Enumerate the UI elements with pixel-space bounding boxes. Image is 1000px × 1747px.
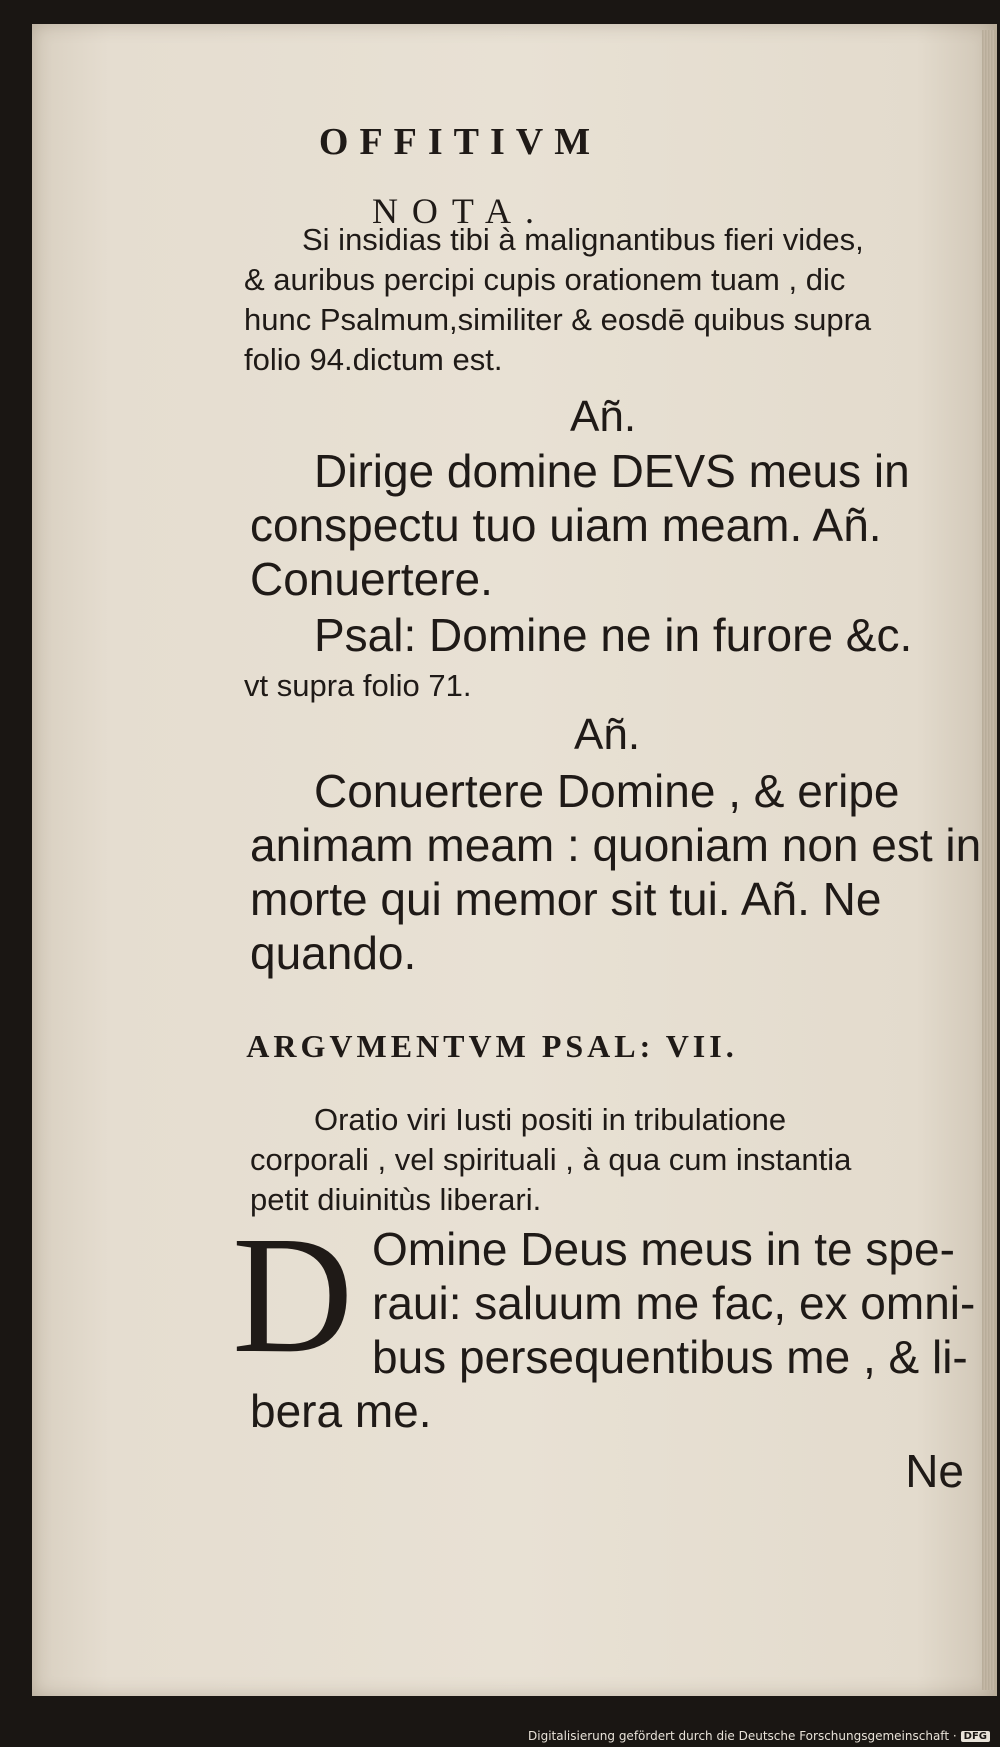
antiphon-line: animam meam : quoniam non est in	[250, 819, 982, 871]
argument-line: petit diuinitùs liberari.	[250, 1182, 542, 1217]
footer-credit: Digitalisierung gefördert durch die Deutsche Forschungsgemeinschaft ·	[528, 1729, 957, 1743]
page-fore-edge	[982, 30, 994, 1690]
antiphon-line: Conuertere Domine , & eripe	[314, 765, 900, 817]
antiphon-mark: Añ.	[570, 392, 637, 441]
digitization-footer	[528, 1729, 990, 1743]
argument-line: corporali , vel spirituali , à qua cum instantia	[250, 1142, 852, 1177]
antiphon-line: Dirige domine DEVS meus in	[314, 445, 910, 497]
psalm-line: bera me.	[250, 1385, 432, 1437]
argument-line: Oratio viri Iusti positi in tribulatione	[314, 1102, 787, 1137]
dropcap-initial: D	[232, 1202, 354, 1388]
argument-title: ARGVMENTVM PSAL: VII.	[246, 1028, 738, 1064]
note-line: folio 94.dictum est.	[244, 342, 503, 377]
antiphon-line: Conuertere.	[250, 553, 493, 605]
book-page	[32, 24, 997, 1696]
running-head: OFFITIVM	[318, 121, 602, 163]
antiphon-mark: Añ.	[574, 710, 641, 759]
psalm-line: raui: saluum me fac, ex omni-	[372, 1277, 976, 1329]
antiphon-line: quando.	[250, 927, 417, 979]
psalm-line: Omine Deus meus in te spe-	[372, 1223, 955, 1275]
psalm-reference-folio: vt supra folio 71.	[244, 668, 472, 703]
catchword: Ne	[905, 1445, 964, 1497]
psalm-reference: Psal: Domine ne in furore &c.	[314, 609, 913, 661]
antiphon-line: morte qui memor sit tui. Añ. Ne	[250, 873, 882, 925]
note-line: & auribus percipi cupis orationem tuam , dic	[244, 262, 846, 297]
nota-heading: NOTA.	[371, 191, 549, 231]
note-line: Si insidias tibi à malignantibus fieri vides,	[302, 222, 864, 257]
dfg-logo-icon: DFG	[961, 1731, 990, 1742]
psalm-line: bus persequentibus me , & li-	[372, 1331, 968, 1383]
antiphon-line: conspectu tuo uiam meam. Añ.	[250, 499, 882, 551]
note-line: hunc Psalmum,similiter & eosdē quibus supra	[244, 302, 872, 337]
